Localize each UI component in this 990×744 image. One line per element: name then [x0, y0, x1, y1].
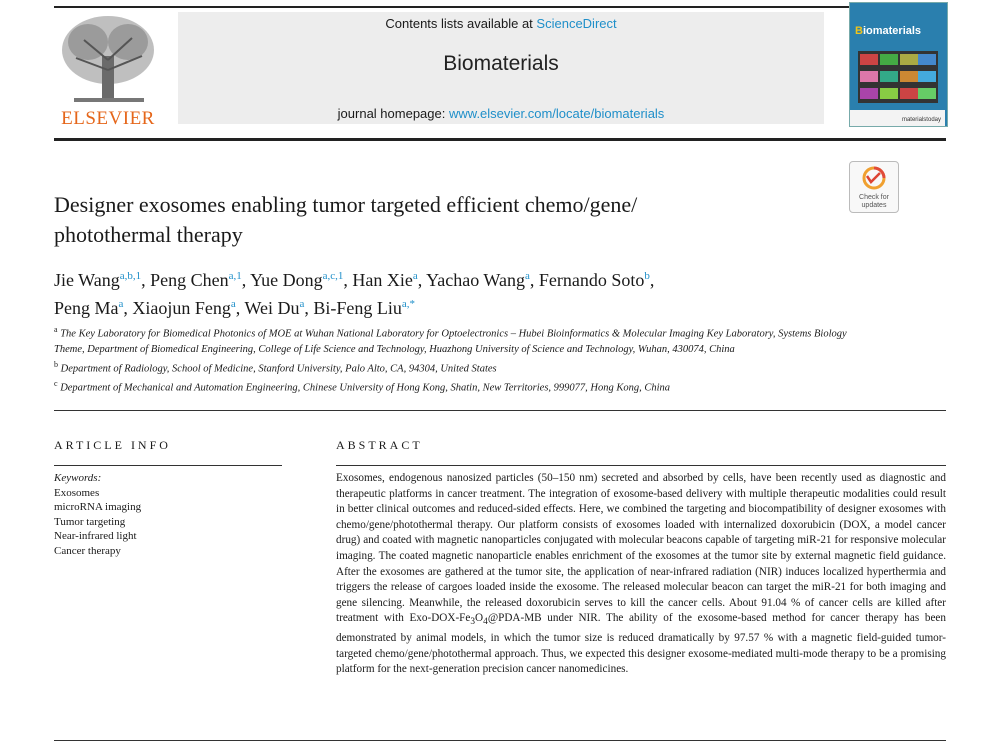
author-affiliation-marker[interactable]: b: [644, 270, 650, 282]
abstract-rule: [336, 465, 946, 466]
affiliations: [54, 322, 874, 396]
affiliation-c: [54, 376, 874, 396]
cover-footer: [850, 110, 945, 126]
author-name[interactable]: Wei Du: [244, 298, 300, 318]
author-separator: ,: [417, 270, 427, 290]
author-affiliation-marker[interactable]: a,c,1: [322, 270, 344, 282]
author-separator: ,: [123, 298, 133, 318]
check-updates-line2: updates: [861, 202, 887, 209]
author-separator: ,: [235, 298, 245, 318]
author-affiliation-marker[interactable]: a,*: [401, 298, 416, 310]
affiliation-b: [54, 357, 874, 377]
section-rule: [54, 410, 946, 411]
affiliation-a-text: The Key Laboratory for Biomedical Photonics of MOE at Wuhan National Laboratory for Optoelectronics – Hubei Bioinformatics & Molecular Imaging Key Laboratory, Systems Biology Theme, Department of Biomedical Engineering, College of Life Science and Technology, Huazhong University of Science and Technology, Wuhan, 430074, China: [54, 328, 847, 355]
affiliation-c-marker: c: [54, 379, 58, 388]
author-affiliation-marker[interactable]: a: [524, 270, 530, 282]
cover-title-rest: iomaterials: [862, 25, 922, 37]
keywords-block: [54, 471, 141, 559]
homepage-link[interactable]: www.elsevier.com/locate/biomaterials: [449, 106, 665, 121]
author-separator: ,: [343, 270, 353, 290]
author-name[interactable]: Fernando Soto: [538, 270, 645, 290]
keyword-item[interactable]: microRNA imaging: [54, 501, 142, 514]
author-name[interactable]: Peng Ma: [54, 298, 119, 318]
author-name[interactable]: Xiaojun Feng: [132, 298, 231, 318]
check-updates-icon: [850, 162, 898, 194]
keyword-item[interactable]: Near-infrared light: [54, 530, 137, 543]
journal-header: [178, 12, 824, 124]
cover-brand: materialstoday: [901, 117, 941, 123]
author-name[interactable]: Yue Dong: [250, 270, 323, 290]
abstract-text: [336, 471, 946, 678]
check-for-updates-button[interactable]: [849, 161, 899, 213]
homepage-line: [178, 106, 824, 121]
abstract-sub-2: 4: [483, 617, 488, 628]
cover-image: [858, 51, 938, 103]
author-affiliation-marker[interactable]: a: [299, 298, 305, 310]
author-name[interactable]: Peng Chen: [150, 270, 229, 290]
publisher-name: ELSEVIER: [61, 108, 155, 129]
top-rule: [54, 6, 946, 8]
bottom-rule: [54, 740, 946, 741]
sciencedirect-link[interactable]: ScienceDirect: [536, 16, 617, 31]
article-title: [54, 190, 814, 250]
author-separator: ,: [649, 270, 655, 290]
journal-title[interactable]: Biomaterials: [443, 52, 559, 75]
author-name[interactable]: Han Xie: [352, 270, 413, 290]
title-line-2: photothermal therapy: [54, 222, 243, 247]
affiliation-b-text: Department of Radiology, School of Medicine, Stanford University, Palo Alto, CA, 94304, United States: [60, 363, 497, 374]
author-affiliation-marker[interactable]: a: [230, 298, 236, 310]
abstract-sub-1: 3: [470, 617, 476, 628]
contents-prefix: Contents lists available at: [385, 16, 533, 31]
author-affiliation-marker[interactable]: a,b,1: [119, 270, 142, 282]
author-name[interactable]: Yachao Wang: [426, 270, 525, 290]
abstract-heading: ABSTRACT: [336, 438, 423, 452]
author-separator: ,: [241, 270, 251, 290]
keyword-item[interactable]: Exosomes: [54, 486, 100, 499]
abstract-part-2: O: [475, 612, 484, 625]
keyword-item[interactable]: Tumor targeting: [54, 515, 126, 528]
author-list: [54, 264, 914, 320]
check-updates-label: [850, 194, 898, 210]
author-affiliation-marker[interactable]: a: [412, 270, 418, 282]
journal-cover[interactable]: [849, 2, 948, 127]
check-updates-line1: Check for: [859, 194, 889, 201]
contents-line: [178, 16, 824, 31]
article-info-rule: [54, 465, 282, 466]
author-separator: ,: [529, 270, 539, 290]
author-name[interactable]: Bi-Feng Liu: [313, 298, 402, 318]
affiliation-c-text: Department of Mechanical and Automation Engineering, Chinese University of Hong Kong, Shatin, New Territories, 999077, Hong Kong, China: [60, 382, 671, 394]
article-info-heading: ARTICLE INFO: [54, 438, 171, 452]
keyword-item[interactable]: Cancer therapy: [54, 544, 121, 557]
affiliation-b-marker: b: [54, 359, 58, 369]
cover-title-initial: B: [855, 25, 863, 37]
tree-icon: [54, 12, 162, 108]
affiliation-a: [54, 322, 874, 357]
affiliation-a-marker: a: [54, 325, 58, 334]
author-affiliation-marker[interactable]: a,1: [228, 270, 242, 282]
abstract-part-3: @PDA-MB under NIR. The ability of the exosome-based method for cancer therapy has been demonstrated by animal models, in which the tumor size is reduced dramatically by 97.57 % with a magnetic field-guided tumor-targeted chemo/gene/photothermal approach. Thus, we expected this designer exosome-mediated multi-mode therapy to be a promising platform for the next-generation precision cancer nanomedicines.: [336, 612, 946, 676]
cover-title: [855, 25, 921, 37]
author-separator: ,: [141, 270, 151, 290]
author-affiliation-marker[interactable]: a: [118, 298, 124, 310]
homepage-prefix: journal homepage:: [337, 106, 446, 121]
author-name[interactable]: Jie Wang: [54, 270, 120, 290]
keywords-label: Keywords:: [54, 472, 102, 484]
abstract-part-1: Exosomes, endogenous nanosized particles (50–150 nm) secreted and absorbed by cells, have been recently used as diagnostic and therapeutic platforms in cancer treatment. The integration of exosome-based delivery with multiple therapeutic modalities could result in better clinical outcomes and reduced-sided effects. Here, we combined the targeting and biocompatibility of designer exosomes with chemo/gene/photothermal therapy. Our platform consists of exosomes loaded with internalized doxorubicin (DOX, a model cancer drug) and coated with magnetic nanoparticles conjugated with molecular beacons capable of targeting miR-21 for responsive molecular imaging. The coated magnetic nanoparticle enables enrichment of the exosomes at the tumor site by external magnetic field guidance. After the exosomes are gathered at the tumor site, the application of near-infrared radiation (NIR) induces localized hyperthermia and triggers the release of cargoes loaded inside the exosome. The released molecular beacon can target the miR-21 for both imaging and gene silencing. Meanwhile, the released doxorubicin serves to kill the cancer cells. About 91.04 % of cancer cells are killed after treatment with Exo-DOX-Fe: [336, 472, 946, 625]
author-separator: ,: [304, 298, 314, 318]
title-line-1: Designer exosomes enabling tumor targeted efficient chemo/gene/: [54, 192, 638, 217]
header-rule: [54, 138, 946, 141]
elsevier-logo[interactable]: [54, 12, 162, 130]
